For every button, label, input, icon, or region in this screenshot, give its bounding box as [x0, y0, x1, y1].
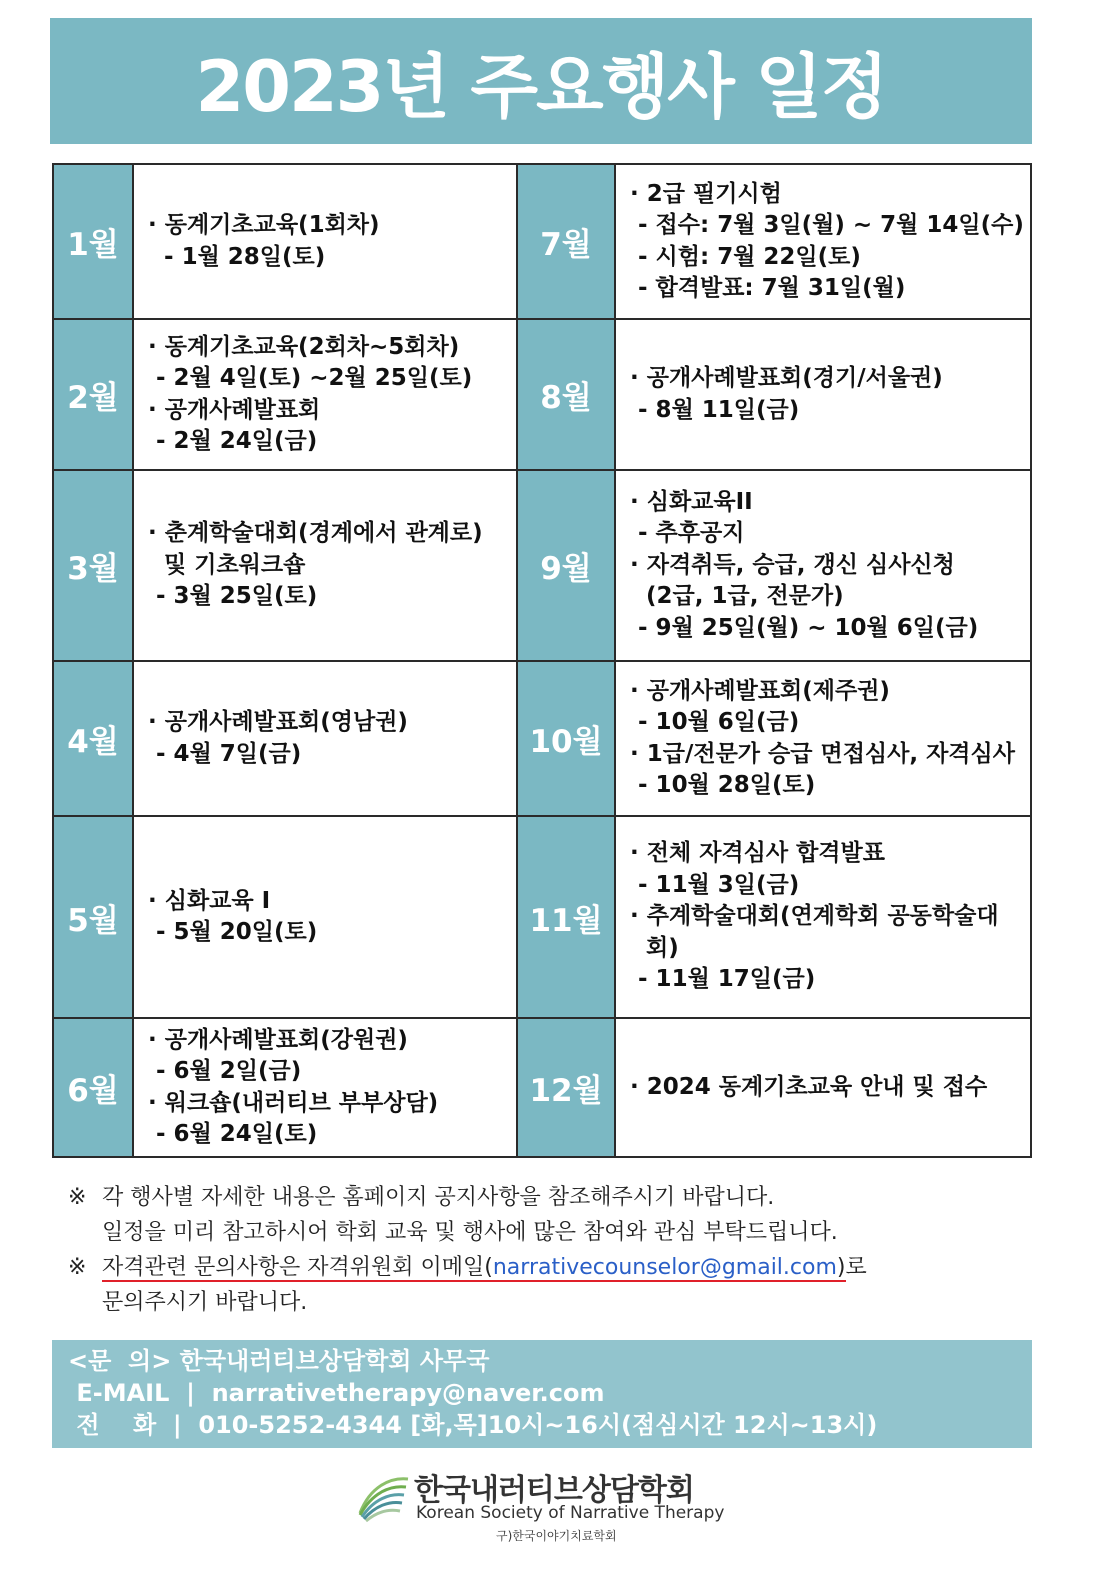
contact-box	[52, 1340, 1032, 1448]
note-2	[68, 1215, 1028, 1250]
contact-email[interactable]: E-MAIL | narrativetherapy@naver.com	[68, 1379, 605, 1407]
event-line: · 2024 동계기초교육 안내 및 접수	[630, 1073, 988, 1100]
event-line: - 시험: 7월 22일(토)	[630, 243, 861, 270]
society-logo	[356, 1465, 756, 1565]
month-label: 12월	[518, 1019, 616, 1156]
event-line: · 동계기초교육(1회차)	[148, 212, 380, 238]
month-label: 5월	[54, 817, 134, 1019]
month-label: 2월	[54, 320, 134, 471]
event-line: · 공개사례발표회(경기/서울권)	[630, 365, 943, 391]
event-line: · 심화교육 I	[148, 887, 271, 914]
event-line: - 접수: 7월 3일(월) ~ 7월 14일(수)	[630, 212, 1024, 238]
event-line: · 공개사례발표회(영남권)	[148, 709, 408, 735]
event-line: - 6월 24일(토)	[148, 1121, 318, 1147]
month-label: 4월	[54, 662, 134, 817]
month-events	[616, 320, 1032, 471]
event-line: - 2월 4일(토) ~2월 25일(토)	[148, 365, 473, 391]
event-line: - 8월 11일(금)	[630, 396, 800, 423]
event-line: - 11월 17일(금)	[630, 966, 816, 993]
note-3	[68, 1250, 1028, 1285]
event-line: - 추후공지	[630, 520, 745, 547]
underlined-note	[102, 1255, 846, 1282]
month-events	[616, 817, 1032, 1019]
event-line: · 전체 자격심사 합격발표	[630, 840, 885, 867]
event-line: · 공개사례발표회	[148, 396, 321, 423]
event-line: - 9월 25일(월) ~ 10월 6일(금)	[630, 614, 979, 641]
event-line: - 10월 28일(토)	[630, 772, 816, 798]
event-line: - 10월 6일(금)	[630, 709, 800, 735]
month-label: 10월	[518, 662, 616, 817]
event-line: · 1급/전문가 승급 면접심사, 자격심사	[630, 740, 1015, 767]
logo-former-name: 구)한국이야기치료학회	[496, 1529, 617, 1543]
page-title: 2023년 주요행사 일정	[195, 45, 887, 128]
month-label: 11월	[518, 817, 616, 1019]
event-line: 회)	[630, 934, 679, 961]
event-line: · 추계학술대회(연계학회 공동학술대	[630, 903, 999, 930]
email-link[interactable]: narrativecounselor@gmail.com	[492, 1255, 837, 1280]
logo-english: Korean Society of Narrative Therapy	[416, 1503, 725, 1523]
event-line: · 2급 필기시험	[630, 180, 782, 207]
note-text: 자격관련 문의사항은 자격위원회 이메일(	[102, 1255, 493, 1280]
event-line: · 자격취득, 승급, 갱신 심사신청	[630, 551, 955, 578]
note-mark: ※	[68, 1255, 87, 1280]
event-line: · 동계기초교육(2회차~5회차)	[148, 333, 460, 360]
month-events	[134, 1019, 518, 1156]
event-line: - 4월 7일(금)	[148, 740, 302, 767]
month-events	[134, 165, 518, 320]
contact-title: <문 의> 한국내러티브상담학회 사무국	[68, 1347, 490, 1375]
note-text: 로	[845, 1255, 867, 1280]
month-events	[616, 1019, 1032, 1156]
month-label: 1월	[54, 165, 134, 320]
note-text: 각 행사별 자세한 내용은 홈페이지 공지사항을 참조해주시기 바랍니다.	[102, 1185, 775, 1210]
month-label: 8월	[518, 320, 616, 471]
month-events	[616, 471, 1032, 662]
event-line: - 1월 28일(토)	[148, 243, 326, 270]
event-line: - 6월 2일(금)	[148, 1058, 302, 1084]
logo-name: 한국내러티브상담학회	[414, 1473, 694, 1508]
event-line: - 11월 3일(금)	[630, 871, 800, 898]
note-text: 일정을 미리 참고하시어 학회 교육 및 행사에 많은 참여와 관심 부탁드립니다.	[102, 1220, 838, 1245]
month-events	[134, 662, 518, 817]
note-text: 문의주시기 바랍니다.	[102, 1290, 308, 1315]
schedule-table	[52, 163, 1032, 1158]
month-label: 7월	[518, 165, 616, 320]
note-1	[68, 1180, 1028, 1215]
month-label: 6월	[54, 1019, 134, 1156]
note-mark: ※	[68, 1185, 87, 1210]
event-line: (2급, 1급, 전문가)	[630, 583, 844, 610]
note-text: )	[836, 1255, 846, 1280]
event-line: - 2월 24일(금)	[148, 428, 318, 454]
event-line: · 공개사례발표회(제주권)	[630, 677, 890, 704]
event-line: · 워크숍(내러티브 부부상담)	[148, 1089, 439, 1116]
month-events	[616, 165, 1032, 320]
month-events	[134, 320, 518, 471]
notes	[68, 1180, 1028, 1320]
month-events	[134, 471, 518, 662]
event-line: 및 기초워크숍	[148, 551, 306, 578]
month-label: 9월	[518, 471, 616, 662]
month-label: 3월	[54, 471, 134, 662]
title-banner	[50, 18, 1032, 144]
month-events	[134, 817, 518, 1019]
contact-phone: 전 화 | 010-5252-4344 [화,목]10시~16시(점심시간 12시~13시)	[68, 1411, 878, 1439]
event-line: - 5월 20일(토)	[148, 919, 318, 945]
leaf-logo-icon	[356, 1469, 412, 1525]
event-line: · 춘계학술대회(경계에서 관계로)	[148, 520, 483, 547]
event-line: · 공개사례발표회(강원권)	[148, 1026, 408, 1053]
event-line: - 합격발표: 7월 31일(월)	[630, 275, 906, 301]
event-line: - 3월 25일(토)	[148, 583, 318, 610]
event-line: · 심화교육II	[630, 488, 753, 515]
note-4	[68, 1285, 1028, 1320]
month-events	[616, 662, 1032, 817]
